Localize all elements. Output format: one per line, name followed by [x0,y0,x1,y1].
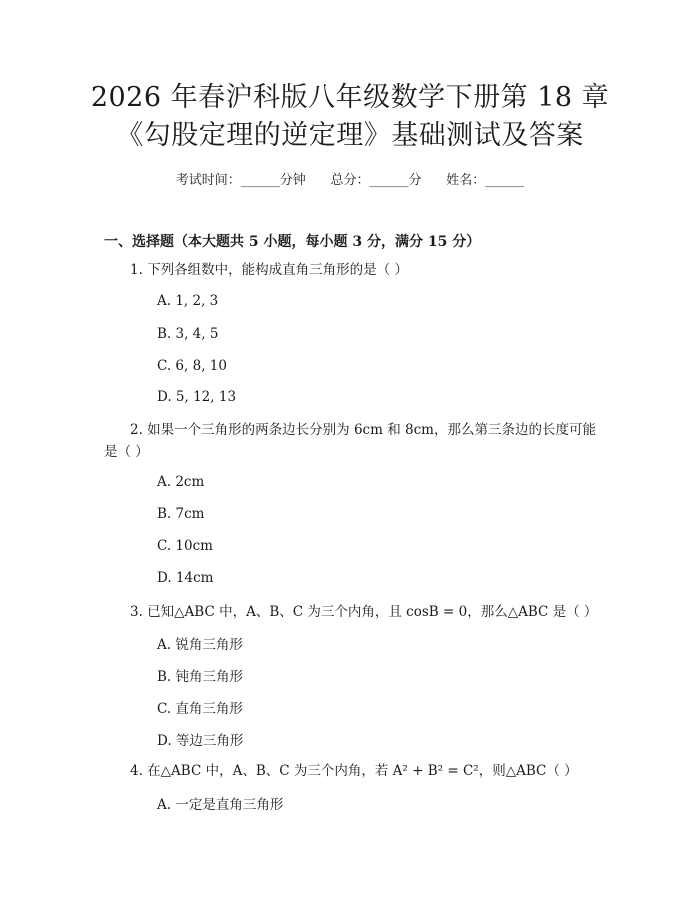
question-1-option-a: A. 1, 2, 3 [157,293,219,309]
document-title-line1: 2026 年春沪科版八年级数学下册第 18 章 [90,82,610,113]
question-4: 4. 在△ABC 中，A、B、C 为三个内角，若 A² + B² = C²，则△ABC（ ） [130,763,578,779]
section-heading: 一、选择题（本大题共 5 小题，每小题 3 分，满分 15 分） [104,234,481,250]
document-title-line2: 《勾股定理的逆定理》基础测试及答案 [116,120,584,151]
question-1-option-b: B. 3, 4, 5 [157,326,219,342]
exam-info: 考试时间：______分钟 总分：______分 姓名：______ [175,173,525,188]
question-3-option-b: B. 钝角三角形 [157,669,244,685]
question-1: 1. 下列各组数中，能构成直角三角形的是（ ） [130,262,408,278]
question-3: 3. 已知△ABC 中，A、B、C 为三个内角，且 cosB = 0，那么△ABC 是（ ） [130,604,598,620]
question-2: 2. 如果一个三角形的两条边长分别为 6cm 和 8cm，那么第三条边的长度可能是（ ） [104,422,596,460]
question-2-option-b: B. 7cm [157,506,205,522]
question-4-option-a: A. 一定是直角三角形 [157,797,284,813]
question-2-option-a: A. 2cm [157,474,205,490]
question-2-option-d: D. 14cm [157,570,214,586]
question-3-option-d: D. 等边三角形 [157,733,244,749]
question-1-option-c: C. 6, 8, 10 [157,358,227,374]
question-3-option-c: C. 直角三角形 [157,701,243,717]
question-3-option-a: A. 锐角三角形 [157,637,243,653]
question-1-option-d: D. 5, 12, 13 [157,389,237,405]
question-2-option-c: C. 10cm [157,538,213,554]
